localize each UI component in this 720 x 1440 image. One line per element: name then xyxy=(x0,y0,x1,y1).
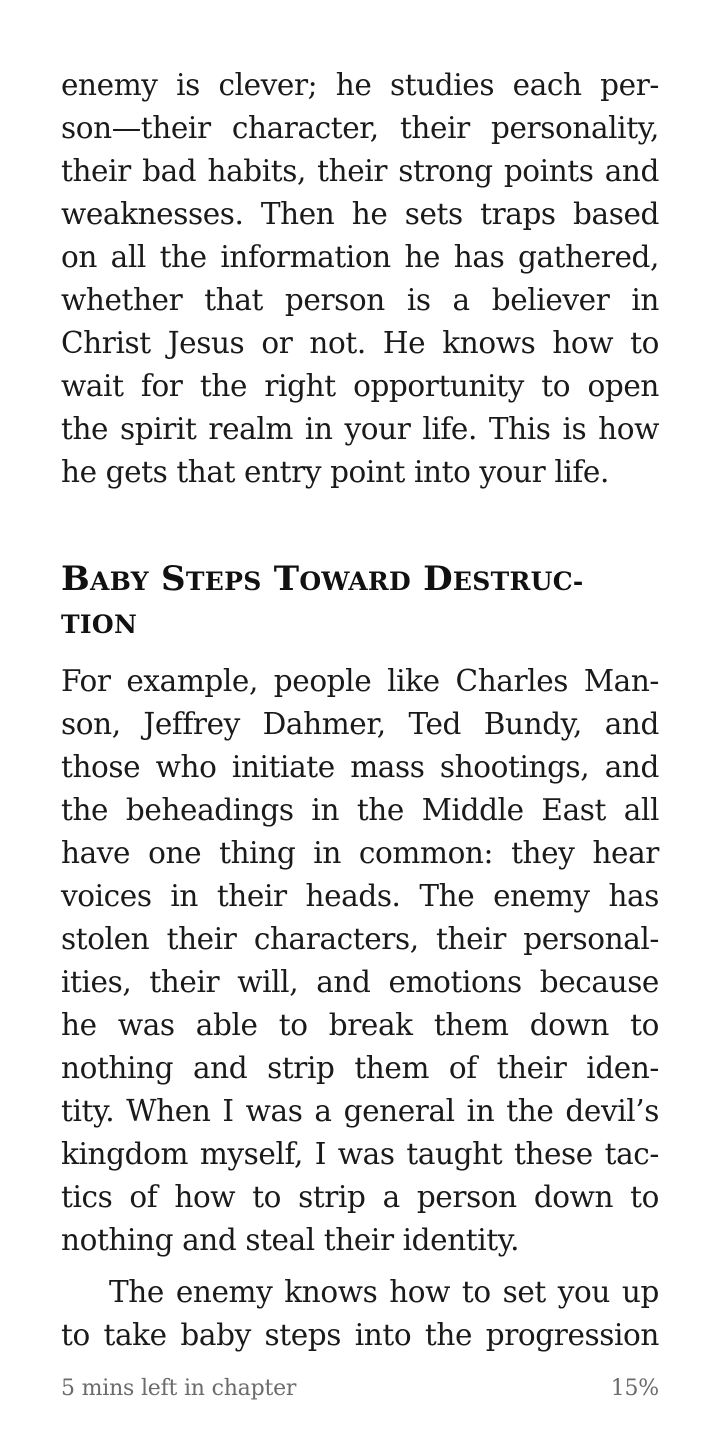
text-line: on all the information he has gathered, xyxy=(61,240,659,274)
text-line: nothing and strip them of their iden- xyxy=(61,1051,659,1085)
heading-line-2 xyxy=(61,601,659,644)
heading-line-1 xyxy=(61,558,659,601)
text-line: wait for the right opportunity to open xyxy=(61,369,659,403)
text-line: ities, their will, and emotions because xyxy=(61,965,659,999)
text-line: the spirit realm in your life. This is how xyxy=(61,412,659,446)
paragraph-3 xyxy=(61,1271,659,1357)
text-line: son—their character, their personality, xyxy=(61,111,659,145)
text-line: those who initiate mass shootings, and xyxy=(61,750,659,784)
text-line: Christ Jesus or not. He knows how to xyxy=(61,326,659,360)
reading-page[interactable] xyxy=(61,64,659,1357)
reading-footer xyxy=(61,1376,659,1401)
text-line: he was able to break them down to xyxy=(61,1008,659,1042)
text-line: have one thing in common: they hear xyxy=(61,836,659,870)
text-line: kingdom myself, I was taught these tac- xyxy=(61,1137,659,1171)
heading-word-rest: OWARD xyxy=(299,567,411,596)
heading-word-cap: T xyxy=(273,559,300,599)
text-line: enemy is clever; he studies each per- xyxy=(61,68,659,102)
heading-word-rest: TEPS xyxy=(185,567,262,596)
text-line: voices in their heads. The enemy has xyxy=(61,879,659,913)
text-line: weaknesses. Then he sets traps based xyxy=(61,197,659,231)
text-line: he gets that entry point into your life. xyxy=(61,455,609,489)
heading-word-rest: TION xyxy=(61,610,138,639)
text-line: son, Jeffrey Dahmer, Ted Bundy, and xyxy=(61,707,659,741)
text-line: tics of how to strip a person down to xyxy=(61,1180,659,1214)
heading-word-rest: ABY xyxy=(90,567,149,596)
text-line: nothing and steal their identity. xyxy=(61,1223,520,1257)
book-progress-percent: 15% xyxy=(610,1376,659,1401)
heading-word-cap: S xyxy=(161,559,186,599)
text-line: The enemy knows how to set you up xyxy=(109,1275,659,1309)
section-heading xyxy=(61,558,659,644)
text-line: tity. When I was a general in the devil’s xyxy=(61,1094,659,1128)
heading-word-rest: ESTRUC- xyxy=(452,567,584,596)
text-line: to take baby steps into the progression xyxy=(61,1318,659,1352)
chapter-time-left: 5 mins left in chapter xyxy=(61,1376,297,1401)
text-line: whether that person is a believer in xyxy=(61,283,659,317)
text-line: their bad habits, their strong points and xyxy=(61,154,659,188)
paragraph-2 xyxy=(61,660,659,1262)
text-line: stolen their characters, their personal- xyxy=(61,922,659,956)
paragraph-gap xyxy=(61,1262,659,1271)
text-line: For example, people like Charles Man- xyxy=(61,664,659,698)
paragraph-1 xyxy=(61,64,659,494)
heading-word-cap: D xyxy=(423,559,453,599)
text-line: the beheadings in the Middle East all xyxy=(61,793,659,827)
heading-word-cap: B xyxy=(61,559,91,599)
